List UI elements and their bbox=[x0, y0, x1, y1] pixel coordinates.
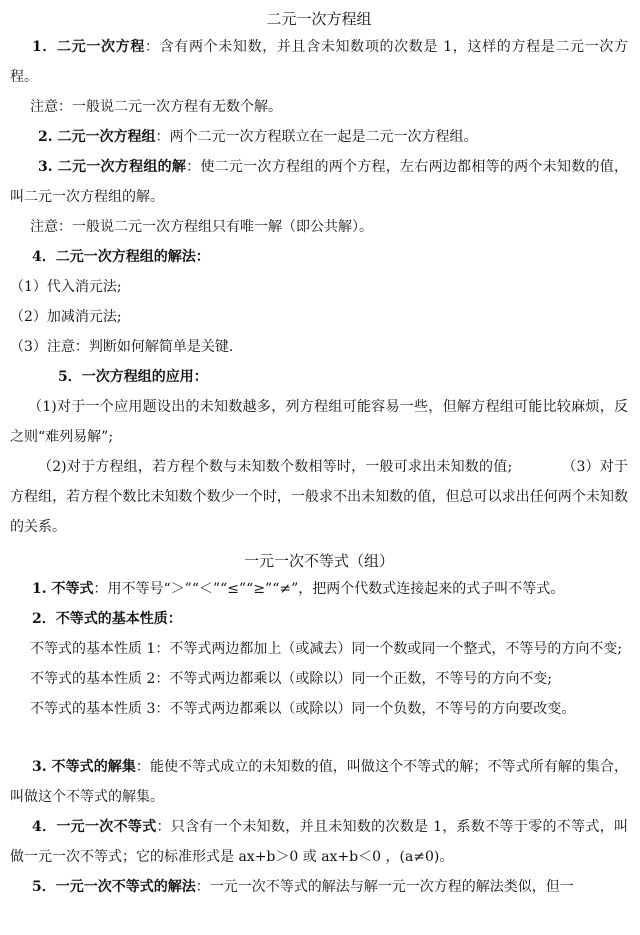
term-heading: 4．一元一次不等式 bbox=[32, 819, 157, 835]
definition-text: ：一元一次不等式的解法与解一元一次方程的解法类似，但一 bbox=[195, 879, 574, 895]
definition-text: ：两个二元一次方程联立在一起是二元一次方程组。 bbox=[155, 129, 478, 145]
definition-text: ：只含有一个未知数，并且未知数的次数是 1，系数不等于零的不等式，叫做一元一次不等式；它的标准形式是 ax+b＞0 或 ax+b＜0 ，(a≠0)。 bbox=[10, 819, 628, 865]
term-heading: 3. 二元一次方程组的解 bbox=[38, 159, 187, 175]
term-heading: 1. 不等式 bbox=[32, 581, 94, 597]
heading-solution-methods bbox=[10, 242, 628, 272]
term-heading: 2．不等式的基本性质： bbox=[32, 611, 182, 627]
definition-linear-inequality bbox=[10, 812, 628, 872]
heading-applications bbox=[10, 362, 628, 392]
property-2: 不等式的基本性质 2：不等式两边都乘以（或除以）同一个正数，不等号的方向不变; bbox=[30, 671, 553, 687]
note-infinite-solutions: 注意：一般说二元一次方程有无数个解。 bbox=[30, 99, 282, 115]
definition-system bbox=[10, 122, 628, 152]
heading-basic-properties bbox=[10, 604, 628, 634]
blank-spacer bbox=[10, 724, 628, 752]
method-elimination: （2）加减消元法; bbox=[10, 309, 122, 325]
term-heading: 4．二元一次方程组的解法： bbox=[32, 249, 210, 265]
section-title-inequalities: 一元一次不等式（组） bbox=[243, 552, 394, 570]
application-2-3: （2)对于方程组，若方程个数与未知数个数相等时，一般可求出未知数的值; （3）对于方程组，若方程个数比未知数个数少一个时，一般求不出未知数的值，但总可以求出任何两个未知数的关系。 bbox=[10, 459, 628, 535]
term-heading: 1．二元一次方程 bbox=[32, 39, 145, 55]
section-title-linear-equations: 二元一次方程组 bbox=[266, 10, 372, 28]
term-heading: 2. 二元一次方程组 bbox=[38, 129, 156, 145]
definition-system-solution bbox=[10, 152, 628, 212]
definition-text: ：用不等号“＞”“＜”“≤”“≥”“≠”，把两个代数式连接起来的式子叫不等式。 bbox=[93, 581, 565, 597]
property-3: 不等式的基本性质 3：不等式两边都乘以（或除以）同一个负数，不等号的方向要改变。 bbox=[30, 701, 576, 717]
definition-text: ：含有两个未知数，并且含未知数项的次数是 1，这样的方程是二元一次方程。 bbox=[10, 39, 628, 85]
definition-inequality bbox=[10, 574, 628, 604]
note-unique-solution: 注意：一般说二元一次方程组只有唯一解（即公共解）。 bbox=[30, 219, 373, 235]
definition-text: ：使二元一次方程组的两个方程，左右两边都相等的两个未知数的值，叫二元一次方程组的解。 bbox=[10, 159, 628, 205]
definition-inequality-solving bbox=[10, 872, 628, 902]
term-heading: 3. 不等式的解集 bbox=[32, 759, 136, 775]
method-substitution: （1）代入消元法; bbox=[10, 279, 122, 295]
definition-equation bbox=[10, 32, 628, 92]
definition-text: ：能使不等式成立的未知数的值，叫做这个不等式的解；不等式所有解的集合，叫做这个不等式的解集。 bbox=[10, 759, 628, 805]
application-1: （1)对于一个应用题设出的未知数越多，列方程组可能容易一些，但解方程组可能比较麻烦，反之则“难列易解”; bbox=[10, 399, 628, 445]
term-heading: 5．一元一次不等式的解法 bbox=[32, 879, 196, 895]
definition-solution-set bbox=[10, 752, 628, 812]
property-1: 不等式的基本性质 1：不等式两边都加上（或减去）同一个数或同一个整式，不等号的方向不变; bbox=[30, 641, 623, 657]
term-heading: 5．一次方程组的应用： bbox=[58, 369, 208, 385]
method-note: （3）注意：判断如何解简单是关键. bbox=[10, 339, 234, 355]
